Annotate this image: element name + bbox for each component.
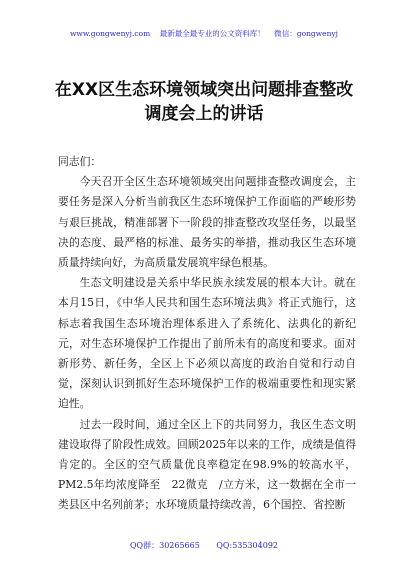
document-title: [40, 78, 368, 126]
title-line-2: 调度会上的讲话: [144, 104, 264, 124]
paragraph-3: 过去一段时间，通过全区上下的共同努力，我区生态文明建设取得了阶段性成效。回顾2025年以来的工作，成绩是值得肯定的。全区的空气质量优良率稳定在98.9%的较高水平，PM2.5年均浓度降至 22微克 /立方米，这一数据在全市一类县区中名列前茅；水环境质量持续改善，6个国控、省控断: [58, 417, 356, 512]
document-body: [58, 152, 356, 516]
header-slogan: 最新最全最专业的公文资料库！: [159, 29, 265, 38]
page-footer: [0, 540, 408, 551]
title-line-1: 在XX区生态环境领域突出问题排查整改: [54, 80, 354, 100]
header-url-link[interactable]: www.gongwenyj.com: [70, 29, 151, 38]
paragraph-1: 今天召开全区生态环境领域突出问题排查整改调度会，主要任务是深入分析当前我区生态环境保护工作面临的严峻形势与艰巨挑战，精准部署下一阶段的排查整改攻坚任务，以最坚决的态度、最严格的标准、最务实的举措，推动我区生态环境质量持续向好，为高质量发展筑牢绿色根基。: [58, 175, 356, 270]
footer-qq: QQ:535304092: [216, 541, 278, 550]
header-wechat: 微信：gongwenyj: [274, 29, 338, 38]
page-header: [0, 28, 408, 39]
salutation: 同志们：: [58, 155, 102, 168]
paragraph-2: 生态文明建设是关系中华民族永续发展的根本大计。就在本月15日，《中华人民共和国生态环境法典》将正式施行，这标志着我国生态环境治理体系进入了系统化、法典化的新纪元，对生态环境保护工作提出了前所未有的高度和要求。面对新形势、新任务，全区上下必须以高度的政治自觉和行动自觉，深刻认识到抓好生态环境保护工作的极端重要性和现实紧迫性。: [58, 276, 356, 411]
footer-qq-group: QQ群：30265665: [129, 541, 200, 550]
